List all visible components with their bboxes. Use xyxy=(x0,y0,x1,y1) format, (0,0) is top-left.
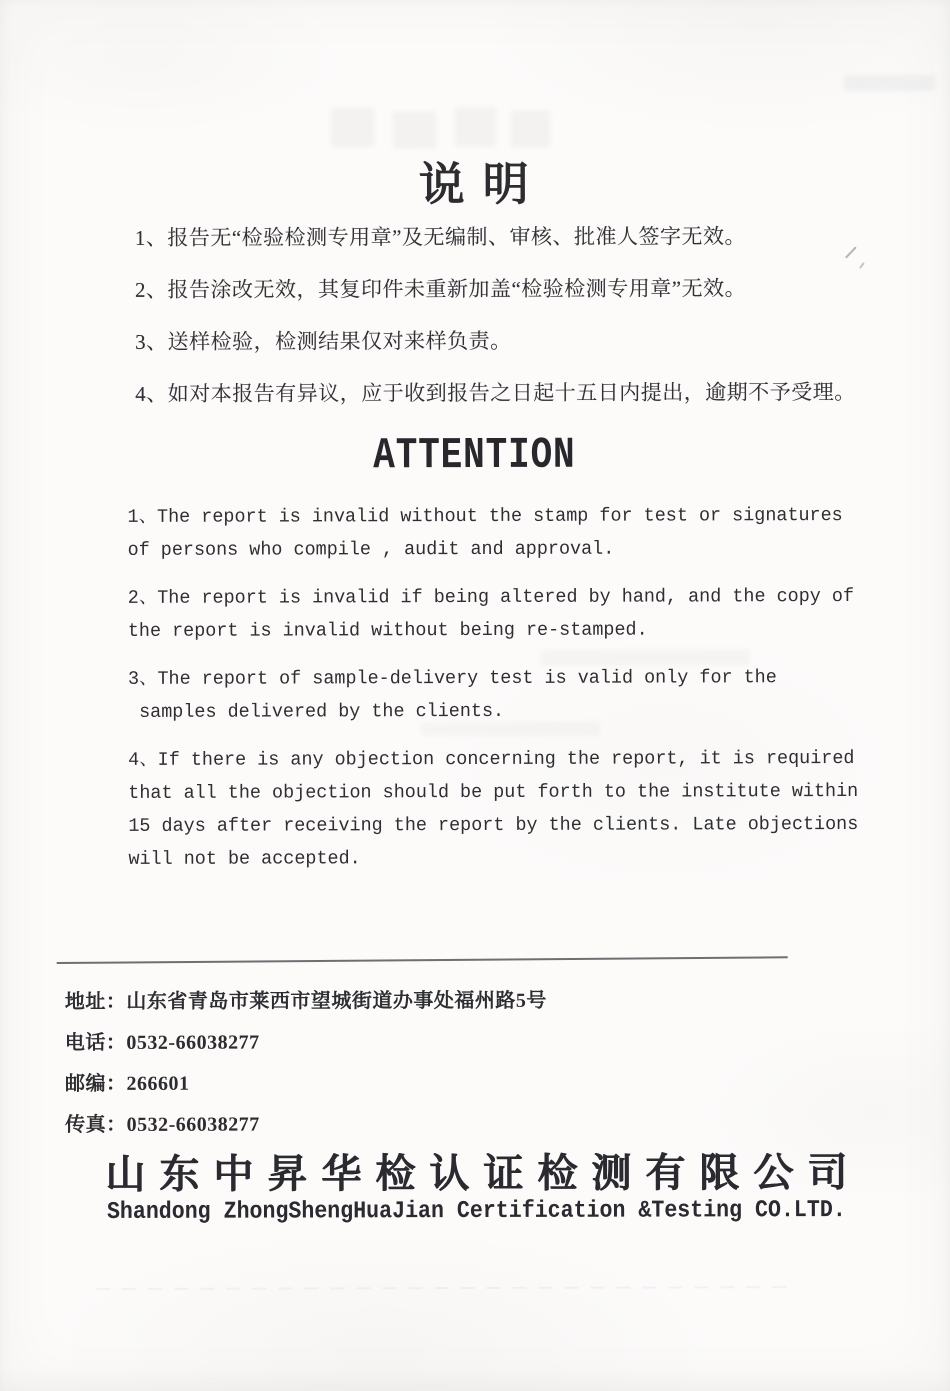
notice-item-3: 3、送样检验，检测结果仅对来样负责。 xyxy=(135,328,512,354)
attention-list-en xyxy=(127,499,868,891)
attention-item-line: samples delivered by the clients. xyxy=(128,699,505,723)
bleedthrough-ghost xyxy=(392,111,436,149)
notice-item-4: 4、如对本报告有异议，应于收到报告之日起十五日内提出，逾期不予受理。 xyxy=(135,380,856,406)
company-name-en: Shandong ZhongShengHuaJian Certification &Testing CO.LTD. xyxy=(106,1197,846,1226)
contact-postcode xyxy=(65,1070,547,1097)
contact-fax xyxy=(65,1111,547,1138)
attention-item-2 xyxy=(128,580,868,648)
postcode-value: 266601 xyxy=(126,1072,190,1095)
bleedthrough-ghost-line xyxy=(97,1286,787,1290)
fax-label: 传真： xyxy=(65,1113,127,1137)
attention-item-line: that all the objection should be put forth to the institute within xyxy=(128,779,859,804)
attention-title-en: ATTENTION xyxy=(373,430,576,482)
bleedthrough-ghost xyxy=(454,107,496,147)
attention-item-line: of persons who compile , audit and approval. xyxy=(127,537,615,561)
attention-item-line: 4、If there is any objection concerning the report, it is required xyxy=(128,747,855,771)
notice-item-1: 1、报告无“检验检测专用章”及无编制、审核、批准人签字无效。 xyxy=(134,224,746,250)
phone-label: 电话： xyxy=(64,1031,127,1055)
attention-item-line: 3、The report of sample-delivery test is valid only for the xyxy=(127,666,777,690)
attention-item-4 xyxy=(128,742,868,876)
contact-block xyxy=(65,988,547,1153)
phone-value: 0532-66038277 xyxy=(126,1031,260,1054)
attention-item-line: 2、The report is invalid if being altered by hand, and the copy of xyxy=(127,585,855,609)
postcode-label: 邮编： xyxy=(64,1072,127,1096)
attention-item-line: 1、The report is invalid without the stamp for test or signatures xyxy=(127,504,843,528)
bleedthrough-ghost xyxy=(510,110,550,148)
contact-address xyxy=(65,988,547,1015)
company-name-cn: 山东中昇华检认证检测有限公司 xyxy=(105,1149,862,1197)
address-label: 地址： xyxy=(64,990,127,1014)
contact-phone xyxy=(65,1029,547,1056)
attention-item-3 xyxy=(128,661,868,729)
attention-item-line: will not be accepted. xyxy=(128,847,361,870)
notice-title-cn: 说明 xyxy=(418,157,547,211)
address-value: 山东省青岛市莱西市望城街道办事处福州路5号 xyxy=(126,989,547,1013)
footer-divider-line xyxy=(57,956,788,964)
attention-item-1 xyxy=(127,499,867,567)
notice-item-2: 2、报告涂改无效，其复印件未重新加盖“检验检测专用章”无效。 xyxy=(134,276,747,302)
fax-value: 0532-66038277 xyxy=(126,1113,260,1136)
notice-list-cn xyxy=(135,222,896,432)
attention-item-line: 15 days after receiving the report by the clients. Late objections xyxy=(128,812,859,837)
bleedthrough-ghost xyxy=(330,107,374,147)
bleedthrough-ghost xyxy=(843,75,935,91)
attention-item-line: the report is invalid without being re-stamped. xyxy=(127,618,648,642)
